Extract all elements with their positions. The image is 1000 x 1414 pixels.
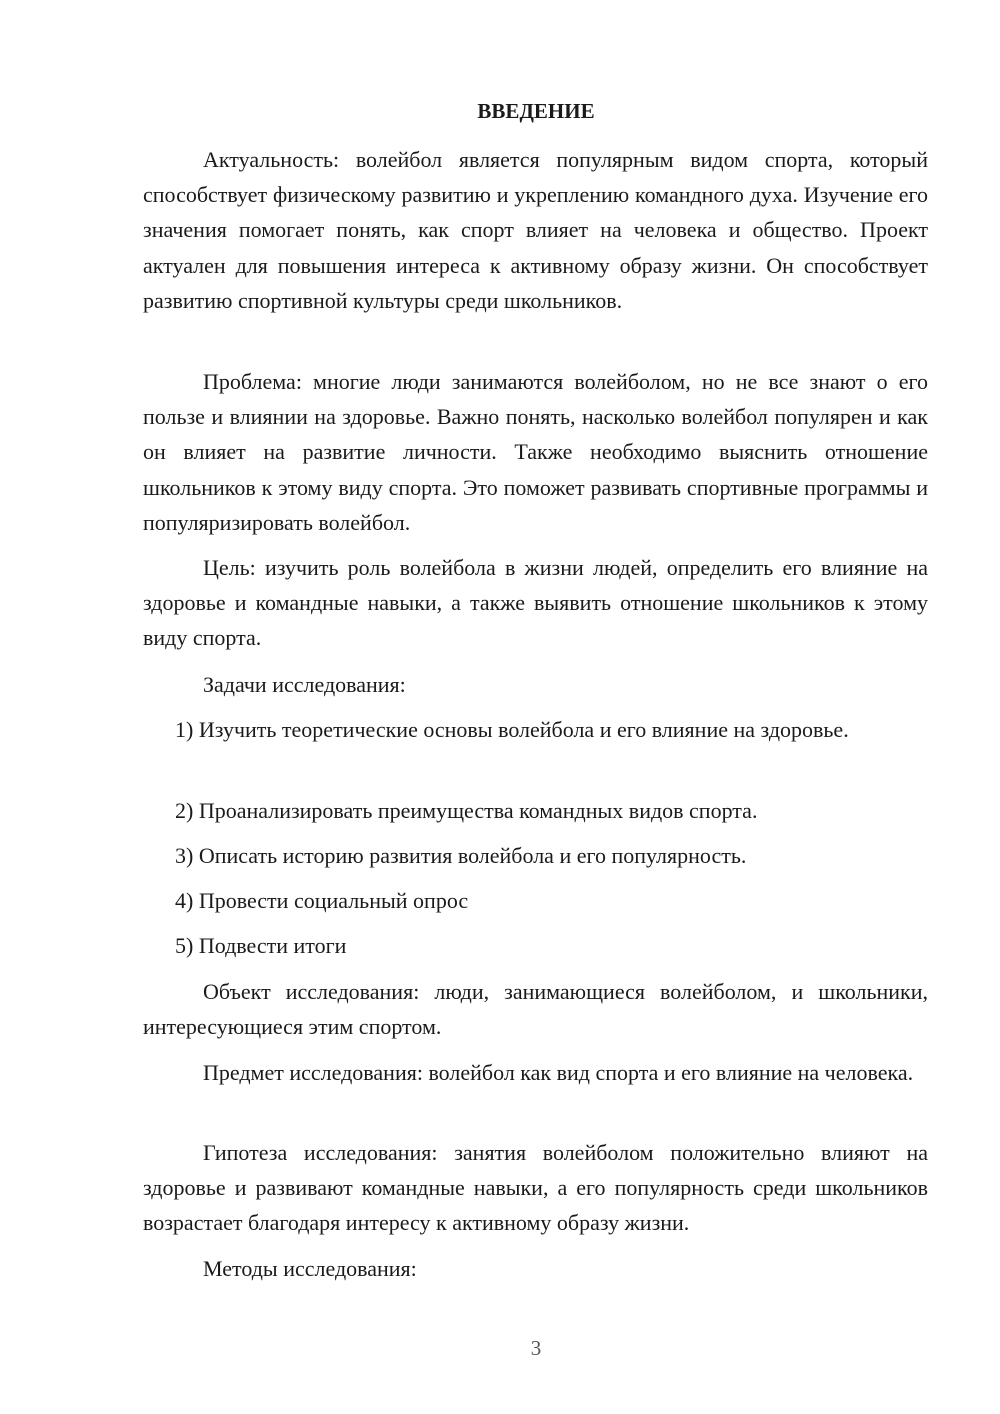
list-item: 1) Изучить теоретические основы волейбола и его влияние на здоровье. <box>175 717 849 742</box>
list-item: 3) Описать историю развития волейбола и его популярность. <box>175 843 747 868</box>
paragraph-hypothesis: Гипотеза исследования: занятия волейболом положительно влияют на здоровье и развивают командные навыки, а его популярность среди школьников возрастает благодаря интересу к активному образу жизни. <box>143 1140 928 1236</box>
list-item: 4) Провести социальный опрос <box>175 888 469 913</box>
paragraph-object: Объект исследования: люди, занимающиеся волейболом, и школьники, интересующиеся этим спортом. <box>143 979 928 1040</box>
paragraph-problem: Проблема: многие люди занимаются волейболом, но не все знают о его пользе и влиянии на здоровье. Важно понять, насколько волейбол популярен и как он влияет на развитие личности. Также необходимо выяснить отношение школьников к этому виду спорта. Это поможет развивать спортивные программы и популяризировать волейбол. <box>143 369 928 535</box>
paragraph-subject: Предмет исследования: волейбол как вид спорта и его влияние на человека. <box>203 1060 914 1085</box>
paragraph-relevance: Актуальность: волейбол является популярным видом спорта, который способствует физическому развитию и укреплению командного духа. Изучение его значения помогает понять, как спорт влияет на человека и общество. Проект актуален для повышения интереса к активному образу жизни. Он способствует развитию спортивной культуры среди школьников. <box>143 147 928 313</box>
paragraph-goal: Цель: изучить роль волейбола в жизни людей, определить его влияние на здоровье и командные навыки, а также выявить отношение школьников к этому виду спорта. <box>143 555 928 651</box>
list-item: 2) Проанализировать преимущества командных видов спорта. <box>175 798 758 823</box>
page-number: 3 <box>530 1336 542 1360</box>
list-item: 5) Подвести итоги <box>175 933 347 958</box>
section-heading: ВВЕДЕНИЕ <box>477 99 595 123</box>
tasks-title: Задачи исследования: <box>203 672 406 697</box>
paragraph-methods: Методы исследования: <box>203 1256 417 1281</box>
